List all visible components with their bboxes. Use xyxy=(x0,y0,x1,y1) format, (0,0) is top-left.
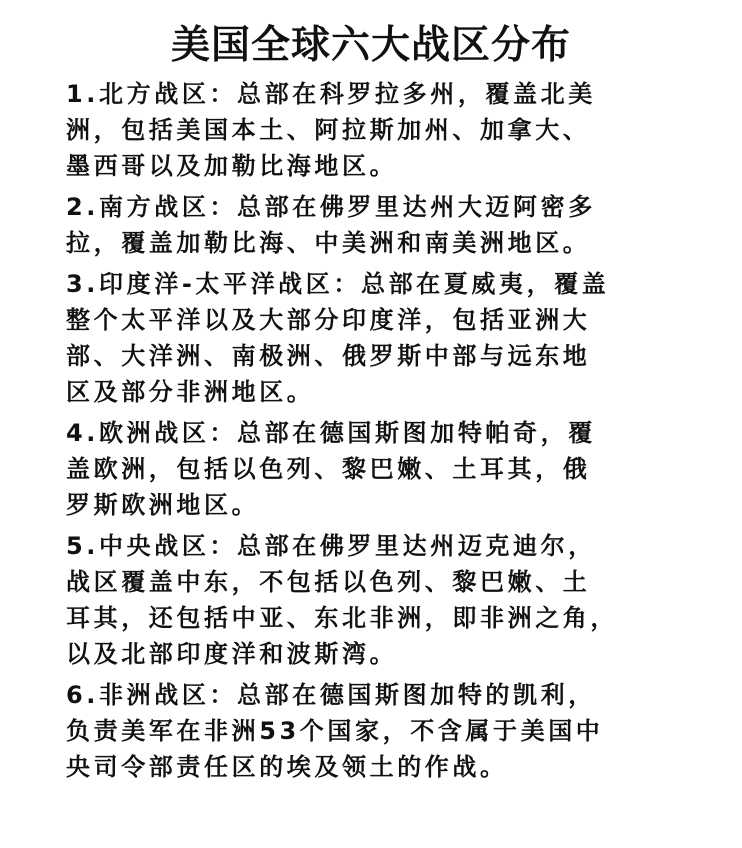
section-european-command xyxy=(66,415,702,523)
section-indo-pacific-command xyxy=(66,266,702,410)
section-northern-command xyxy=(66,76,702,184)
text-line: 4.欧洲战区：总部在德国斯图加特帕奇，覆 xyxy=(66,419,596,447)
text-line: 以及北部印度洋和波斯湾。 xyxy=(66,640,398,668)
text-line: 3.印度洋-太平洋战区：总部在夏威夷，覆盖 xyxy=(66,270,610,298)
section-africa-command xyxy=(66,677,702,785)
text-line: 1.北方战区：总部在科罗拉多州，覆盖北美 xyxy=(66,80,596,108)
text-line: 2.南方战区：总部在佛罗里达州大迈阿密多 xyxy=(66,193,596,221)
section-southern-command xyxy=(66,189,702,261)
text-line: 整个太平洋以及大部分印度洋，包括亚洲大 xyxy=(66,306,591,334)
text-line: 墨西哥以及加勒比海地区。 xyxy=(66,152,398,180)
text-line: 区及部分非洲地区。 xyxy=(66,378,315,406)
text-line: 战区覆盖中东，不包括以色列、黎巴嫩、土 xyxy=(66,568,591,596)
text-line: 耳其，还包括中亚、东北非洲，即非洲之角， xyxy=(66,604,618,632)
text-line: 央司令部责任区的埃及领土的作战。 xyxy=(66,753,508,781)
text-line: 洲，包括美国本土、阿拉斯加州、加拿大、 xyxy=(66,116,591,144)
text-line: 负责美军在非洲53个国家，不含属于美国中 xyxy=(66,717,604,745)
text-line: 6.非洲战区：总部在德国斯图加特的凯利， xyxy=(66,681,596,709)
text-line: 拉，覆盖加勒比海、中美洲和南美洲地区。 xyxy=(66,229,591,257)
page-title: 美国全球六大战区分布 xyxy=(170,23,571,68)
section-central-command xyxy=(66,528,702,672)
text-line: 部、大洋洲、南极洲、俄罗斯中部与远东地 xyxy=(66,342,591,370)
text-line: 盖欧洲，包括以色列、黎巴嫩、土耳其，俄 xyxy=(66,455,591,483)
text-line: 罗斯欧洲地区。 xyxy=(66,491,260,519)
text-line: 5.中央战区：总部在佛罗里达州迈克迪尔， xyxy=(66,532,596,560)
